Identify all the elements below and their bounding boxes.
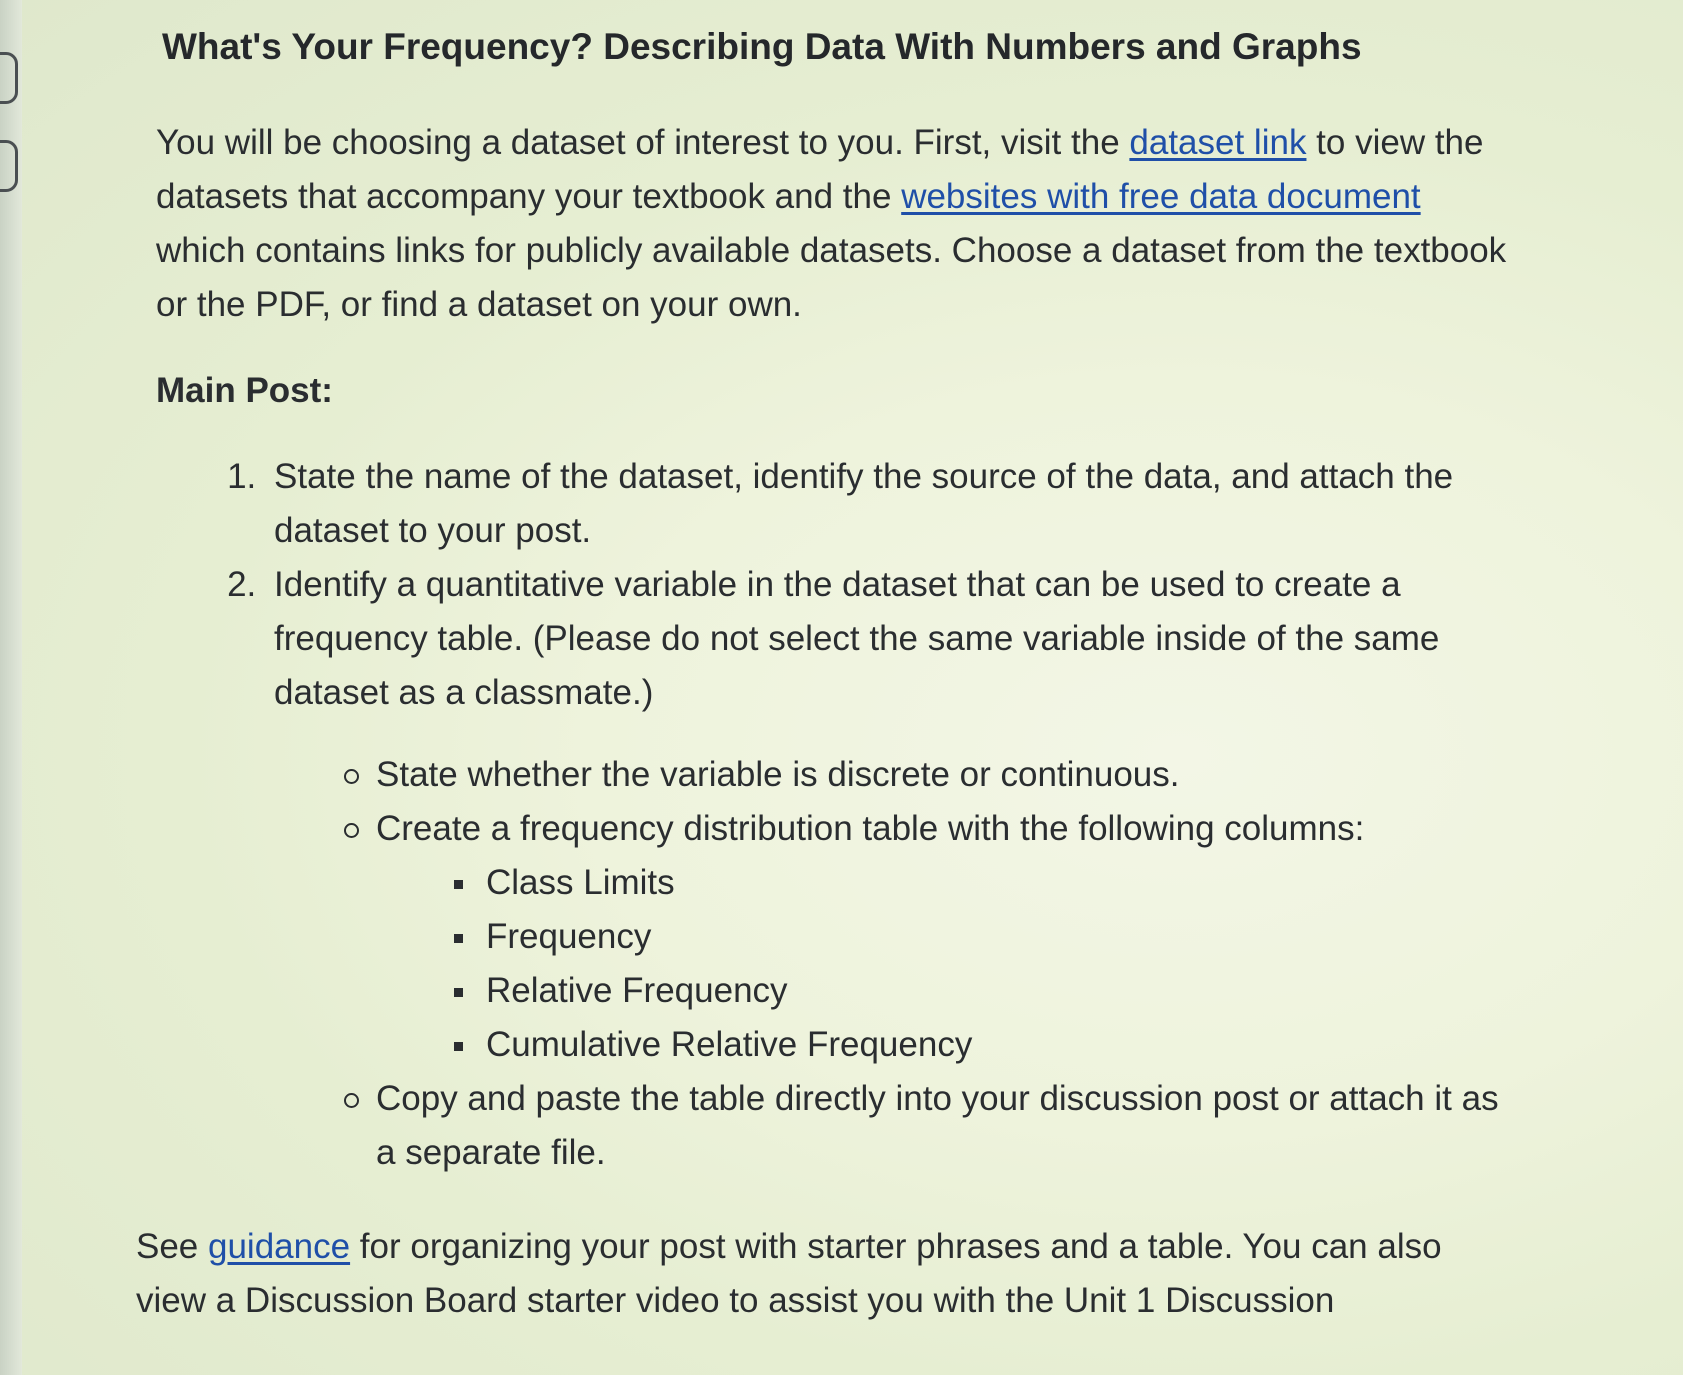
footer-text-2: for organizing your post with starter phrases and a table. You can also view a Discussion Board starter video to assist you with the Unit 1 Discussion <box>136 1227 1442 1320</box>
guidance-paragraph <box>136 1220 1516 1328</box>
sub-item-1-text: State whether the variable is discrete or continuous. <box>376 755 1180 794</box>
footer-text-1: See <box>136 1227 208 1266</box>
square-bullet-icon <box>454 1042 463 1051</box>
column-class-limits <box>454 856 1526 910</box>
sub-item-frequency-table <box>344 802 1526 1072</box>
column-relative-frequency <box>454 964 1526 1018</box>
sub-item-copy-paste <box>344 1072 1526 1180</box>
circle-bullet-icon <box>344 769 359 784</box>
main-post-item-2 <box>266 558 1526 1180</box>
main-post-heading: Main Post: <box>156 371 333 410</box>
intro-text-3: which contains links for publicly available datasets. Choose a dataset from the textbook or the PDF, or find a dataset on your own. <box>156 231 1507 324</box>
sub-item-3-text: Copy and paste the table directly into your discussion post or attach it as a separate file. <box>376 1079 1499 1172</box>
bezel-ring-top <box>0 52 18 104</box>
column-class-limits-text: Class Limits <box>486 863 675 902</box>
column-frequency-text: Frequency <box>486 917 652 956</box>
circle-bullet-icon <box>344 1093 359 1108</box>
guidance-link[interactable]: guidance <box>208 1227 351 1266</box>
square-bullet-icon <box>454 988 463 997</box>
square-bullet-icon <box>454 934 463 943</box>
page-title: What's Your Frequency? Describing Data With Numbers and Graphs <box>162 26 1362 67</box>
column-cumulative-relative-frequency <box>454 1018 1526 1072</box>
bezel-ring-bottom <box>0 140 18 192</box>
intro-text-2: to view the datasets that accompany your textbook and the <box>156 123 1484 216</box>
main-post-list <box>150 450 1526 1180</box>
intro-paragraph <box>156 116 1516 332</box>
intro-text-1: You will be choosing a dataset of interest to you. First, visit the <box>156 123 1130 162</box>
square-bullet-icon <box>454 880 463 889</box>
main-post-item-1 <box>266 450 1526 558</box>
main-post-sub-list <box>274 748 1526 1180</box>
sub-item-discrete-continuous <box>344 748 1526 802</box>
dataset-link[interactable]: dataset link <box>1129 123 1307 162</box>
main-post-item-2-text: Identify a quantitative variable in the dataset that can be used to create a frequency table. (Please do not select the same variable inside of the same dataset as a classmate.) <box>274 565 1440 712</box>
discussion-content <box>136 20 1530 1328</box>
column-relative-frequency-text: Relative Frequency <box>486 971 788 1010</box>
column-cumulative-relative-frequency-text: Cumulative Relative Frequency <box>486 1025 973 1064</box>
table-columns-list <box>376 856 1526 1072</box>
column-frequency <box>454 910 1526 964</box>
screen-bezel <box>0 0 22 1375</box>
circle-bullet-icon <box>344 823 359 838</box>
main-post-item-1-text: State the name of the dataset, identify the source of the data, and attach the dataset to your post. <box>274 457 1454 550</box>
sub-item-2-text: Create a frequency distribution table with the following columns: <box>376 809 1365 848</box>
websites-free-data-link[interactable]: websites with free data document <box>901 177 1421 216</box>
